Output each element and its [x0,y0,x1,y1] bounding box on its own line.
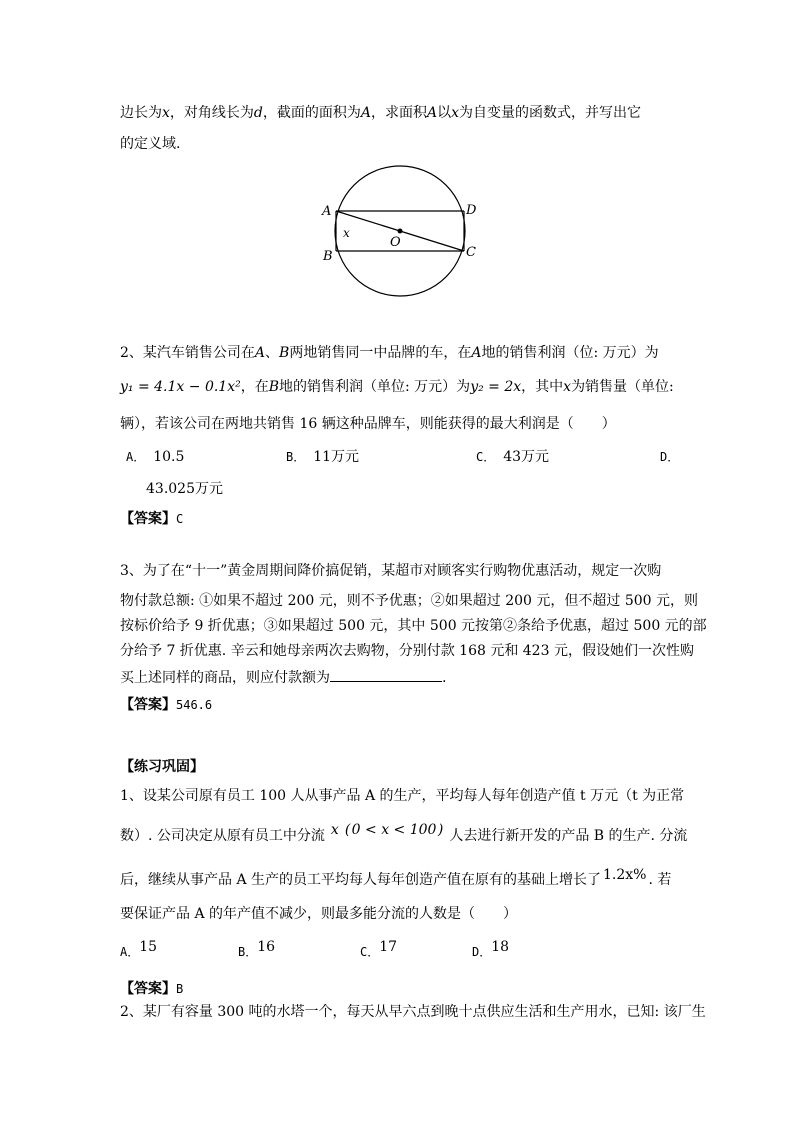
text: 买上述同样的商品，则应付款额为 [120,670,330,686]
formula-y2: y₂ = 2x [470,379,522,395]
math-A: A [360,105,371,121]
math-range: ( 0 < x < 100 ) [344,822,444,838]
text: 边长为 [120,105,162,121]
math-B: B [279,345,290,361]
center-point [398,229,403,234]
text: 后，继续从事产品 A 生产的员工平均每人每年创造产值在原有的基础上增长了 [120,872,602,888]
option-value: 43万元 [503,449,550,465]
q2-option-b [286,448,359,466]
text: . 若 [648,872,672,888]
math-d: d [253,105,263,121]
option-value: 10.5 [153,449,185,465]
text: ，求面积 [371,105,427,121]
q2-option-c [476,448,549,466]
text: ，对角线长为 [169,105,254,121]
answer-value: 546.6 [176,698,213,712]
q3-line-2: 物付款总额: ①如果不超过 200 元，则不予优惠；②如果超过 200 元，但不超过 500 元，则 [120,593,699,609]
label-A: A [322,204,332,219]
answer-tag: 【答案】 [120,511,176,527]
math-x: x [330,822,339,838]
math-percent: 1.2x% [603,867,647,883]
text: ，截面的面积为 [262,105,361,121]
practice-option-b [238,939,276,961]
option-value: 11万元 [313,449,360,465]
practice-q1-line-3 [120,867,672,889]
label-C: C [466,245,476,260]
circle-rectangle-figure [320,160,480,302]
practice-q1-line-4: 要保证产品 A 的年产值不减少，则最多能分流的人数是（ ） [120,906,518,922]
practice-q1-line-2 [120,822,688,845]
text: ，在 [240,379,269,395]
practice-option-a [120,939,158,961]
option-label: C． [476,450,496,464]
q2-option-d-label [660,448,679,466]
option-value: 43.025万元 [146,481,223,497]
text: 人去进行新开发的产品 B 的生产. 分流 [449,828,688,844]
math-x: x [563,379,572,395]
text: 两地销售同一中品牌的车，在 [289,345,472,361]
q3-line-5 [120,667,446,687]
q2-line-1 [120,344,659,362]
practice-q1-line-1: 1、设某公司原有员工 100 人从事产品 A 的生产，平均每人每年创造产值 t 万元（t 为正常 [120,788,685,804]
math-x: x [162,105,170,121]
section-heading: 【练习巩固】 [120,759,204,775]
practice-option-c [360,939,398,961]
math-range-text: 0 < x < 100 [351,822,437,838]
q3-line-3: 按标价给予 9 折优惠；③如果超过 500 元，其中 500 元按第②条给予优惠，超过 500 元的部 [120,618,707,634]
option-label: D． [472,945,492,959]
math-A: A [254,345,266,361]
intro-line-1 [120,104,641,122]
text: 为自变量的函数式，并写出它 [459,105,642,121]
option-label: D． [660,450,680,464]
math-A: A [471,345,482,361]
q3-line-1: 3、为了在“十一”黄金周期间降价搞促销，某超市对顾客实行购物优惠活动，规定一次购 [120,563,662,579]
answer-value: C [176,512,184,526]
practice-q2-line-1: 2、某厂有容量 300 吨的水塔一个，每天从早六点到晚十点供应生活和生产用水，已知: 该厂生 [120,1004,706,1020]
label-D: D [466,203,477,218]
text: ，其中 [521,379,564,395]
text: . [442,670,447,686]
text: 2、某汽车销售公司在 [120,345,255,361]
practice-option-d [472,939,510,961]
q3-line-4: 分给予 7 折优惠. 辛云和她母亲两次去购物，分别付款 168 元和 423 元，假设她们一次性购 [120,643,694,659]
label-O: O [390,235,401,250]
option-label: C． [360,945,380,959]
math-x: x [451,105,460,121]
math-A: A [427,105,438,121]
label-B: B [323,249,333,264]
formula-y1: y₁ = 4.1x − 0.1x² [120,379,241,395]
option-label: B． [238,945,258,959]
text: 数）. 公司决定从原有员工中分流 [120,828,325,844]
option-label: A． [120,945,140,959]
text: 地的销售利润（单位: 万元）为 [279,379,471,395]
option-label: B． [286,450,306,464]
answer-tag: 【答案】 [120,981,176,997]
text: 为销售量（单位: [571,379,674,395]
q2-option-a [126,448,184,466]
answer-value: B [176,982,184,996]
practice-answer [120,980,183,998]
q2-option-d-value [146,480,223,498]
label-x: x [343,226,350,240]
q3-answer [120,696,212,714]
answer-tag: 【答案】 [120,697,176,713]
option-value: 16 [257,939,276,955]
intro-line-2: 的定义域. [120,136,181,152]
option-value: 17 [379,939,398,955]
text: 地的销售利润（位: 万元）为 [481,345,659,361]
answer-blank [330,667,442,682]
option-value: 15 [139,939,158,955]
q2-line-3: 辆），若该公司在两地共销售 16 辆这种品牌车，则能获得的最大利润是（ ） [120,416,616,432]
text: 以 [437,105,452,121]
q2-answer [120,510,183,528]
math-B: B [268,379,280,395]
option-value: 18 [491,939,510,955]
q2-line-2 [120,378,674,396]
text: 、 [265,345,280,361]
option-label: A． [126,450,146,464]
